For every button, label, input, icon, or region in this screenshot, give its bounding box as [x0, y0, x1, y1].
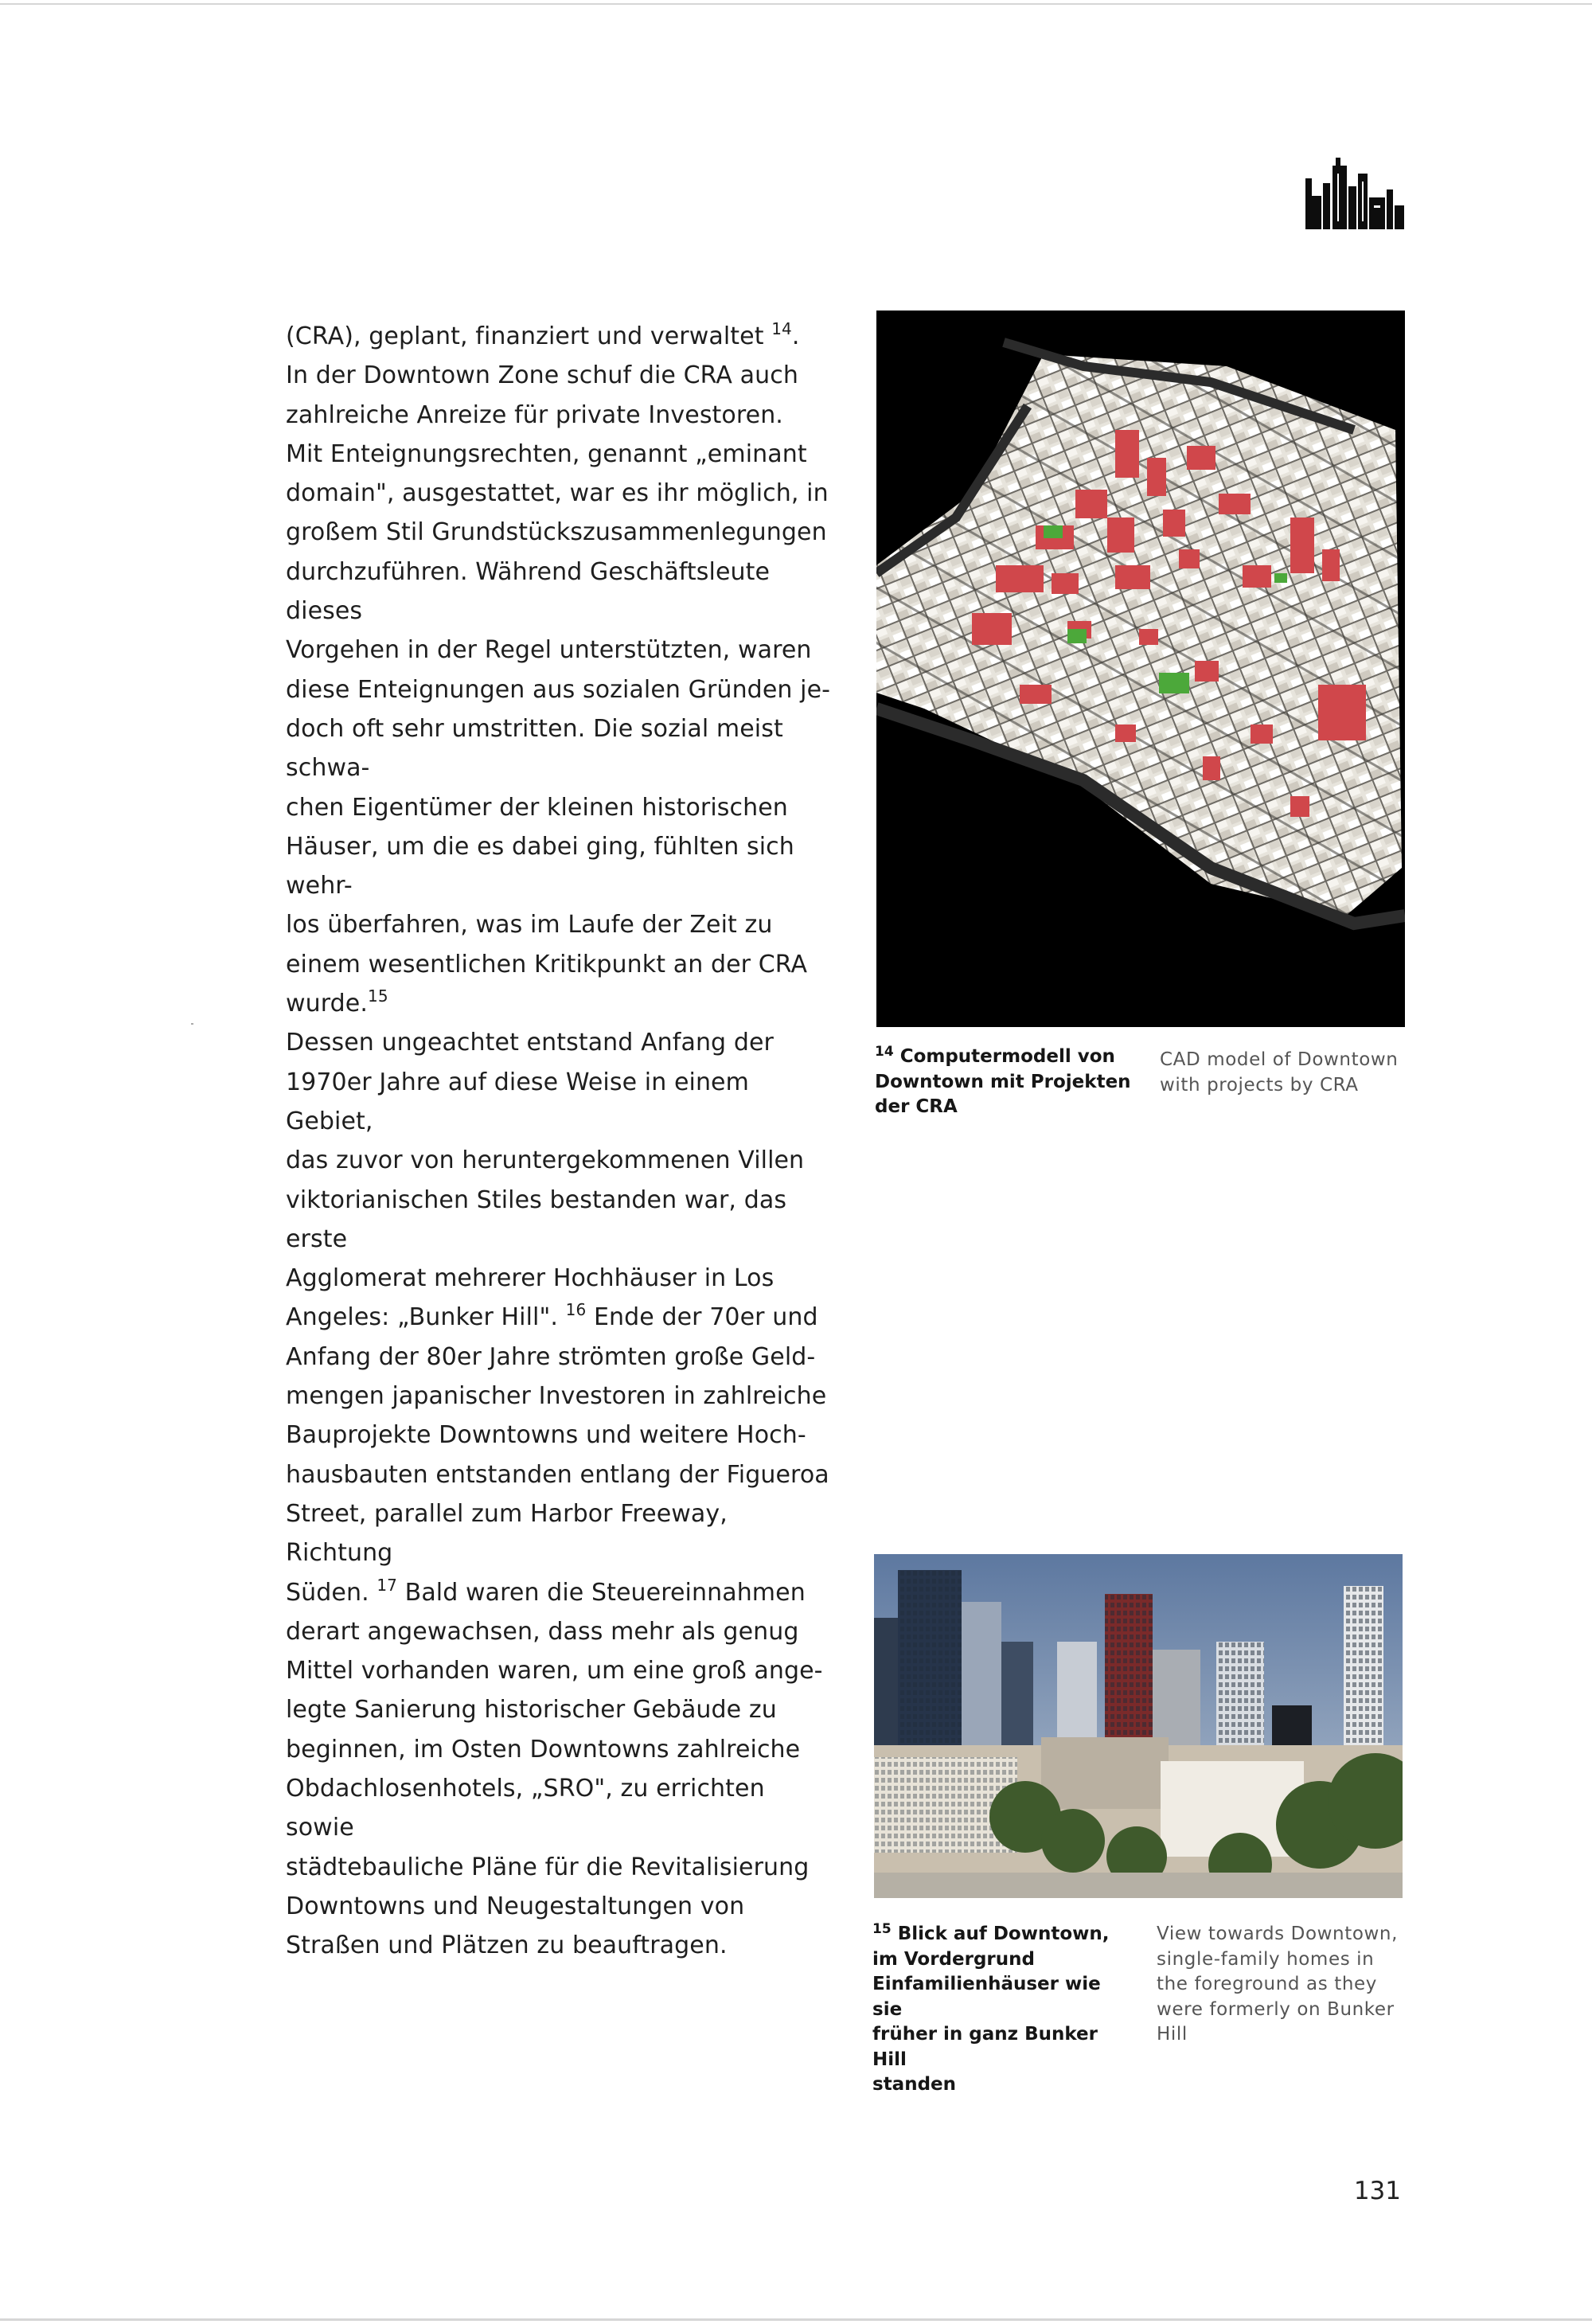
footnote-ref-17: 17: [377, 1575, 397, 1595]
figure-15-downtown-photo: [874, 1554, 1403, 1898]
footnote-ref-16: 16: [565, 1300, 587, 1320]
body-text: [286, 317, 835, 1965]
body-paragraph-2: Dessen ungeachtet entstand Anfang der 1970er Jahre auf diese Weise in einem Gebiet, das zuvor von heruntergekommenen Villen viktorianischen Stiles bestanden war, das erste Agglomerat mehrerer Hochhäuser in Los Angeles: „Bunker Hill".: [286, 1029, 805, 1332]
body-paragraph-1: . In der Downtown Zone schuf die CRA auch zahlreiche Anreize für private Investoren. Mit Enteignungsrechten, genannt „eminant domain", ausgestattet, war es ihr möglich, in großem Stil Grundstückszusammenlegungen durchzuführen. Während Geschäftsleute dieses Vorgehen in der Regel unterstützten, waren diese Enteignungen aus sozialen Gründen je- doch oft sehr umstritten. Die sozial meist schwa- chen Eigentümer der kleinen historischen Häuser, um die es dabei ging, fühlten sich wehr- los überfahren, was im Laufe der Zeit zu einem wesentlichen Kritikpunkt an der CRA wurde.: [286, 322, 831, 1018]
figure-15-number: 15: [872, 1921, 892, 1937]
figure-14-caption-de-text: Computermodell von Downtown mit Projekten der CRA: [875, 1046, 1131, 1117]
footnote-ref-15: 15: [368, 986, 388, 1006]
body-paragraph-3: Ende der 70er und Anfang der 80er Jahre strömten große Geld- mengen japanischer Investoren in zahlreiche Bauprojekte Downtowns und weitere Hoch- hausbauten entstanden entlang der Figueroa Street, parallel zum Harbor Freeway, Richtung Süden.: [286, 1303, 829, 1607]
city-skyline-logo-icon: [1302, 150, 1406, 229]
figure-15-caption-de-text: Blick auf Downtown, im Vordergrund Einfamilienhäuser wie sie früher in ganz Bunker Hill standen: [872, 1924, 1110, 2095]
page-bottom-border: [0, 2318, 1592, 2321]
page-top-border: [0, 3, 1592, 5]
cad-model-drawing: [876, 311, 1405, 1027]
downtown-photo-drawing: [874, 1554, 1403, 1898]
body-intro: (CRA), geplant, finanziert und verwaltet: [286, 322, 772, 350]
scan-speck: [191, 1023, 193, 1025]
figure-14-cad-model-image: [876, 311, 1405, 1027]
page-number: 131: [1353, 2177, 1401, 2205]
figure-14-caption-en: CAD model of Downtown with projects by CRA: [1160, 1049, 1399, 1096]
body-paragraph-4: Bald waren die Steuereinnahmen derart angewachsen, dass mehr als genug Mittel vorhanden waren, um eine groß ange- legte Sanierung historischer Gebäude zu beginnen, im Osten Downtowns zahlreiche Obdachlosenhotels, „SRO", zu errichten sowie städtebauliche Pläne für die Revitalisierung Downtowns und Neugestaltungen von Straßen und Plätzen zu beauftragen.: [286, 1578, 823, 1960]
figure-14-number: 14: [875, 1044, 894, 1060]
figure-15-caption-en: View towards Downtown, single-family homes in the foreground as they were formerly on Bunker Hill: [1157, 1924, 1398, 2045]
figure-15-caption-de: [872, 1922, 1135, 2098]
figure-14-caption-de: [875, 1045, 1145, 1120]
footnote-ref-14: 14: [771, 319, 792, 338]
